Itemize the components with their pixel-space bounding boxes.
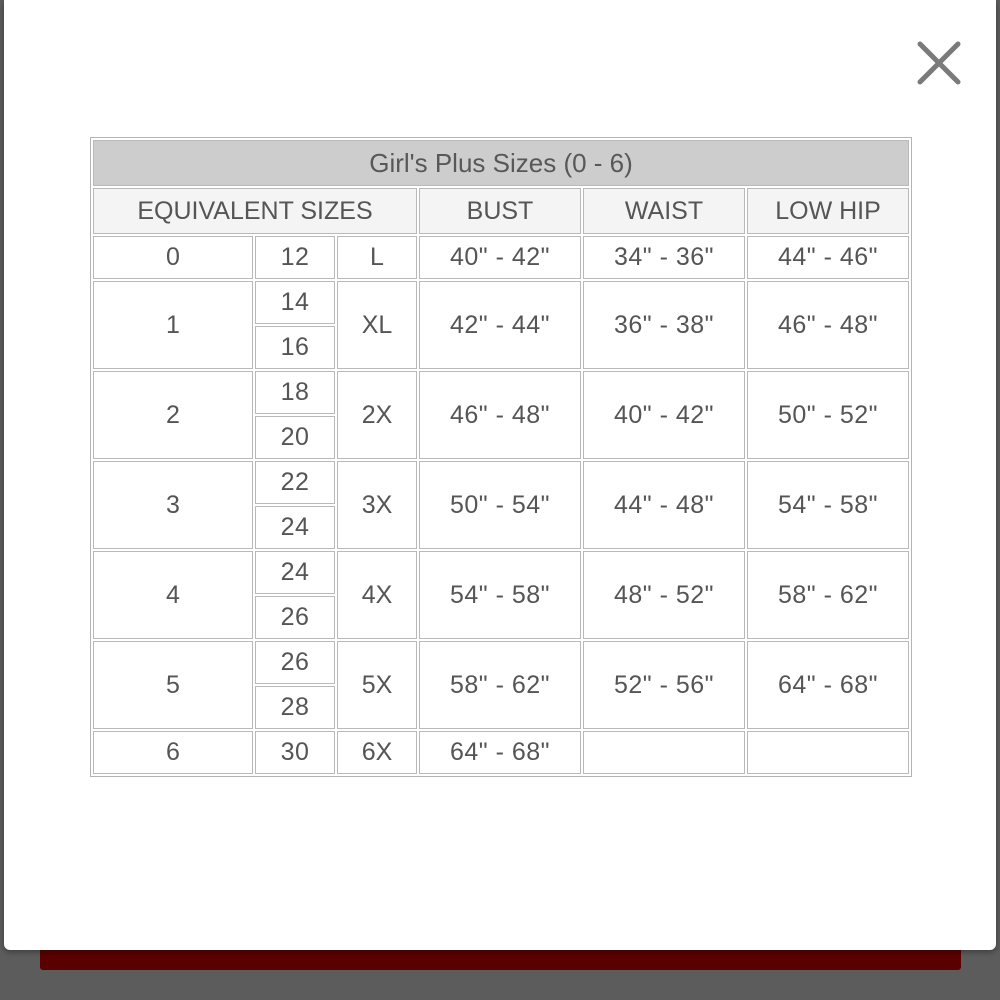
girl-size-cell: 2 [93, 371, 253, 459]
numeric-size-cell: 26 [255, 596, 335, 639]
header-bust: BUST [419, 188, 581, 234]
low-hip-cell: 64" - 68" [747, 641, 909, 729]
table-row [93, 236, 909, 279]
bust-cell: 46" - 48" [419, 371, 581, 459]
girl-size-cell: 3 [93, 461, 253, 549]
table-row [93, 371, 909, 414]
numeric-size-cell: 20 [255, 416, 335, 459]
close-icon [910, 34, 968, 92]
waist-cell: 52" - 56" [583, 641, 745, 729]
low-hip-cell: 46" - 48" [747, 281, 909, 369]
numeric-size-cell: 14 [255, 281, 335, 324]
numeric-size-cell: 24 [255, 506, 335, 549]
waist-cell: 34" - 36" [583, 236, 745, 279]
waist-cell [583, 731, 745, 774]
header-waist: WAIST [583, 188, 745, 234]
numeric-size-cell: 26 [255, 641, 335, 684]
girl-size-cell: 0 [93, 236, 253, 279]
close-button[interactable] [910, 34, 968, 92]
letter-size-cell: XL [337, 281, 417, 369]
numeric-size-cell: 28 [255, 686, 335, 729]
header-equivalent-sizes: EQUIVALENT SIZES [93, 188, 417, 234]
table-row [93, 281, 909, 324]
girl-size-cell: 5 [93, 641, 253, 729]
bust-cell: 40" - 42" [419, 236, 581, 279]
waist-cell: 48" - 52" [583, 551, 745, 639]
bust-cell: 64" - 68" [419, 731, 581, 774]
letter-size-cell: 5X [337, 641, 417, 729]
letter-size-cell: 2X [337, 371, 417, 459]
waist-cell: 36" - 38" [583, 281, 745, 369]
letter-size-cell: 3X [337, 461, 417, 549]
bust-cell: 58" - 62" [419, 641, 581, 729]
table-row [93, 731, 909, 774]
girl-size-cell: 1 [93, 281, 253, 369]
numeric-size-cell: 12 [255, 236, 335, 279]
bust-cell: 42" - 44" [419, 281, 581, 369]
numeric-size-cell: 22 [255, 461, 335, 504]
girl-size-cell: 4 [93, 551, 253, 639]
bust-cell: 50" - 54" [419, 461, 581, 549]
low-hip-cell [747, 731, 909, 774]
table-row [93, 461, 909, 504]
numeric-size-cell: 18 [255, 371, 335, 414]
table-title: Girl's Plus Sizes (0 - 6) [93, 140, 909, 186]
numeric-size-cell: 24 [255, 551, 335, 594]
table-row [93, 641, 909, 684]
letter-size-cell: L [337, 236, 417, 279]
numeric-size-cell: 30 [255, 731, 335, 774]
size-chart-table [90, 137, 912, 777]
bust-cell: 54" - 58" [419, 551, 581, 639]
header-low-hip: LOW HIP [747, 188, 909, 234]
waist-cell: 40" - 42" [583, 371, 745, 459]
table-row [93, 551, 909, 594]
letter-size-cell: 4X [337, 551, 417, 639]
girl-size-cell: 6 [93, 731, 253, 774]
low-hip-cell: 44" - 46" [747, 236, 909, 279]
low-hip-cell: 50" - 52" [747, 371, 909, 459]
low-hip-cell: 54" - 58" [747, 461, 909, 549]
low-hip-cell: 58" - 62" [747, 551, 909, 639]
numeric-size-cell: 16 [255, 326, 335, 369]
letter-size-cell: 6X [337, 731, 417, 774]
waist-cell: 44" - 48" [583, 461, 745, 549]
